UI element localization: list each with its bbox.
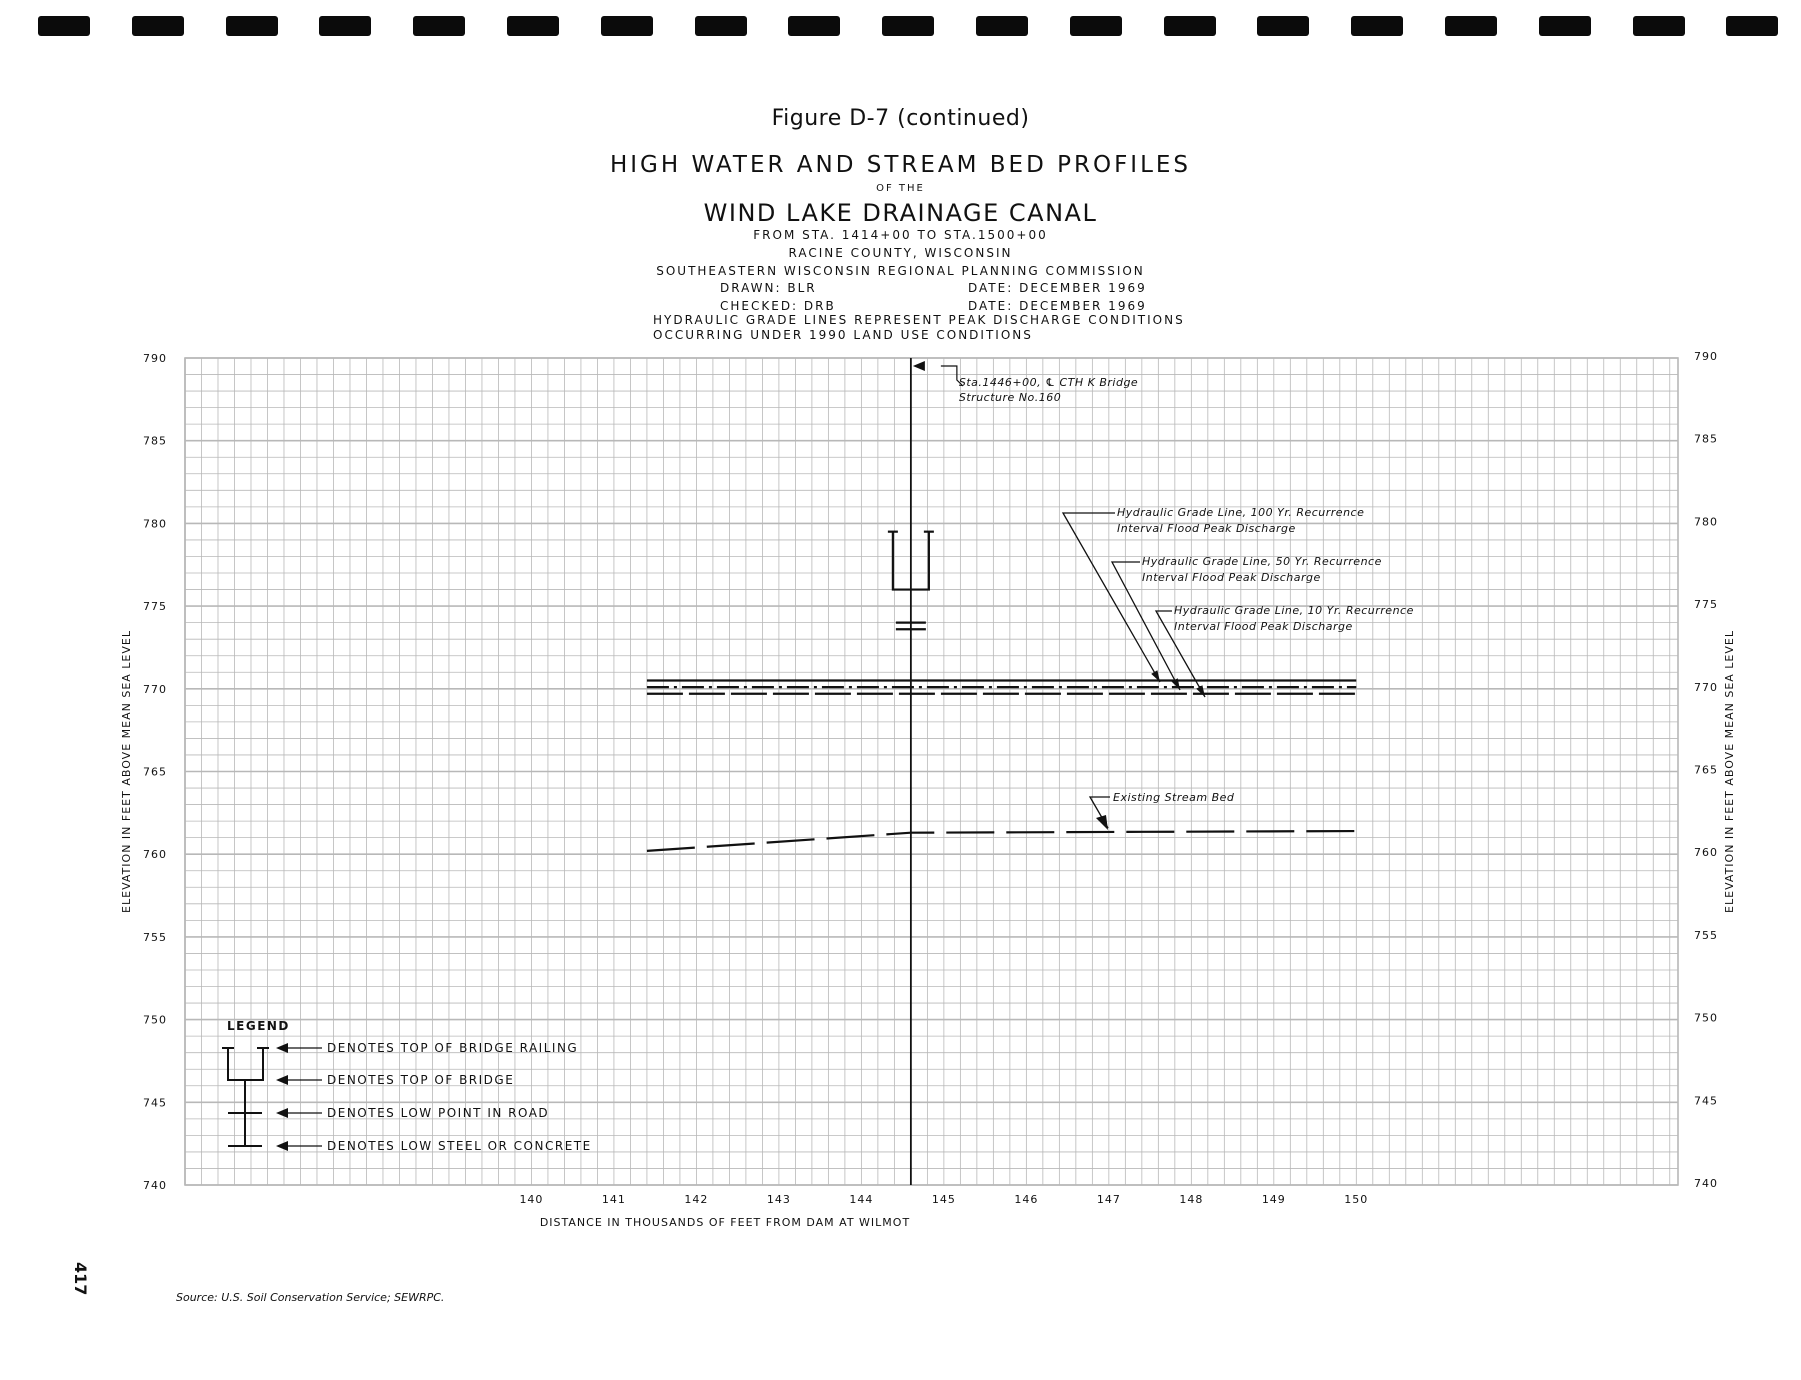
y-tick-label-right: 790: [1694, 350, 1718, 363]
y-tick-label-left: 785: [143, 434, 167, 448]
x-tick-label: 148: [1179, 1193, 1204, 1206]
stream-bed-line: [647, 831, 1356, 851]
y-tick-label-right: 765: [1694, 763, 1718, 777]
y-tick-label-right: 760: [1694, 846, 1718, 860]
checked-date: DATE: DECEMBER 1969: [968, 299, 1147, 313]
station-arrowhead: [913, 361, 925, 371]
of-the-label: OF THE: [876, 183, 925, 194]
y-tick-label-right: 750: [1694, 1011, 1718, 1025]
checked-by: CHECKED: DRB: [720, 299, 836, 313]
y-axis-label-left: ELEVATION IN FEET ABOVE MEAN SEA LEVEL: [120, 630, 133, 913]
callout-hgl-10yr-line-line2: Interval Flood Peak Discharge: [1174, 620, 1353, 633]
y-tick-label-left: 740: [143, 1179, 167, 1192]
callout-stream-bed: Existing Stream Bed: [1113, 791, 1235, 804]
legend-arrowhead: [276, 1108, 288, 1118]
y-tick-label-left: 745: [143, 1096, 167, 1110]
legend-arrowhead: [276, 1043, 288, 1053]
y-tick-label-right: 755: [1694, 928, 1718, 942]
x-axis-label: DISTANCE IN THOUSANDS OF FEET FROM DAM AT WILMOT: [539, 1216, 911, 1229]
x-tick-label: 146: [1014, 1193, 1039, 1206]
legend-arrowhead: [276, 1075, 288, 1085]
y-tick-label-left: 755: [143, 930, 167, 944]
legend-item: DENOTES TOP OF BRIDGE: [327, 1073, 515, 1087]
x-tick-label: 140: [519, 1193, 544, 1206]
drawn-date: DATE: DECEMBER 1969: [968, 281, 1147, 295]
y-tick-label-right: 775: [1694, 598, 1718, 612]
callout-arrowhead: [1196, 685, 1205, 697]
y-tick-label-left: 750: [143, 1013, 167, 1027]
legend-arrowhead: [276, 1141, 288, 1151]
x-tick-label: 149: [1261, 1193, 1286, 1206]
note-line-2: OCCURRING UNDER 1990 LAND USE CONDITIONS: [653, 328, 1033, 342]
subject-title: WIND LAKE DRAINAGE CANAL: [703, 199, 1098, 227]
legend-item: DENOTES LOW POINT IN ROAD: [327, 1106, 550, 1120]
source-note: Source: U.S. Soil Conservation Service; SEWRPC.: [176, 1291, 445, 1304]
callout-hgl-100yr-line-line1: Hydraulic Grade Line, 100 Yr. Recurrence: [1117, 506, 1365, 519]
figure-label: Figure D-7 (continued): [771, 106, 1030, 131]
callout-arrowhead-stream-bed: [1096, 815, 1108, 830]
y-axis-label-right: ELEVATION IN FEET ABOVE MEAN SEA LEVEL: [1723, 630, 1736, 913]
callout-hgl-50yr-line-line1: Hydraulic Grade Line, 50 Yr. Recurrence: [1142, 555, 1382, 568]
y-tick-label-right: 785: [1694, 432, 1718, 446]
callout-hgl-100yr-line-line2: Interval Flood Peak Discharge: [1117, 522, 1296, 535]
legend-title: LEGEND: [227, 1019, 290, 1033]
legend-item: DENOTES LOW STEEL OR CONCRETE: [327, 1139, 592, 1153]
callout-leader: [1063, 513, 1160, 682]
x-tick-label: 141: [601, 1193, 626, 1206]
y-tick-label-left: 765: [143, 765, 167, 779]
commission-label: SOUTHEASTERN WISCONSIN REGIONAL PLANNING COMMISSION: [656, 264, 1145, 278]
x-tick-label: 145: [931, 1193, 956, 1206]
x-tick-label: 143: [766, 1193, 791, 1206]
y-tick-label-right: 770: [1694, 680, 1718, 694]
y-tick-label-left: 775: [143, 600, 167, 614]
x-tick-label: 147: [1096, 1193, 1121, 1206]
station-label-line2: Structure No.160: [958, 391, 1062, 404]
y-tick-label-left: 790: [143, 352, 167, 365]
note-line-1: HYDRAULIC GRADE LINES REPRESENT PEAK DISCHARGE CONDITIONS: [653, 313, 1185, 327]
county-label: RACINE COUNTY, WISCONSIN: [788, 246, 1013, 260]
callout-hgl-50yr-line-line2: Interval Flood Peak Discharge: [1142, 571, 1321, 584]
y-tick-label-left: 770: [143, 682, 167, 696]
station-label-line1: Sta.1446+00, ℄ CTH K Bridge: [958, 376, 1139, 389]
station-range: FROM STA. 1414+00 TO STA.1500+00: [753, 228, 1048, 242]
y-tick-label-right: 740: [1694, 1177, 1718, 1190]
chart-title: HIGH WATER AND STREAM BED PROFILES: [609, 152, 1192, 178]
legend-item: DENOTES TOP OF BRIDGE RAILING: [327, 1041, 579, 1055]
callout-hgl-10yr-line-line1: Hydraulic Grade Line, 10 Yr. Recurrence: [1174, 604, 1414, 617]
y-tick-label-left: 780: [143, 517, 167, 531]
x-tick-label: 144: [849, 1193, 874, 1206]
y-tick-label-right: 745: [1694, 1094, 1718, 1108]
page-number: 417: [71, 1262, 90, 1296]
y-tick-label-right: 780: [1694, 515, 1718, 529]
grid: [185, 358, 1678, 1185]
drawn-by: DRAWN: BLR: [720, 281, 817, 295]
y-tick-label-left: 760: [143, 848, 167, 862]
x-tick-label: 150: [1344, 1193, 1369, 1206]
x-tick-label: 142: [684, 1193, 709, 1206]
